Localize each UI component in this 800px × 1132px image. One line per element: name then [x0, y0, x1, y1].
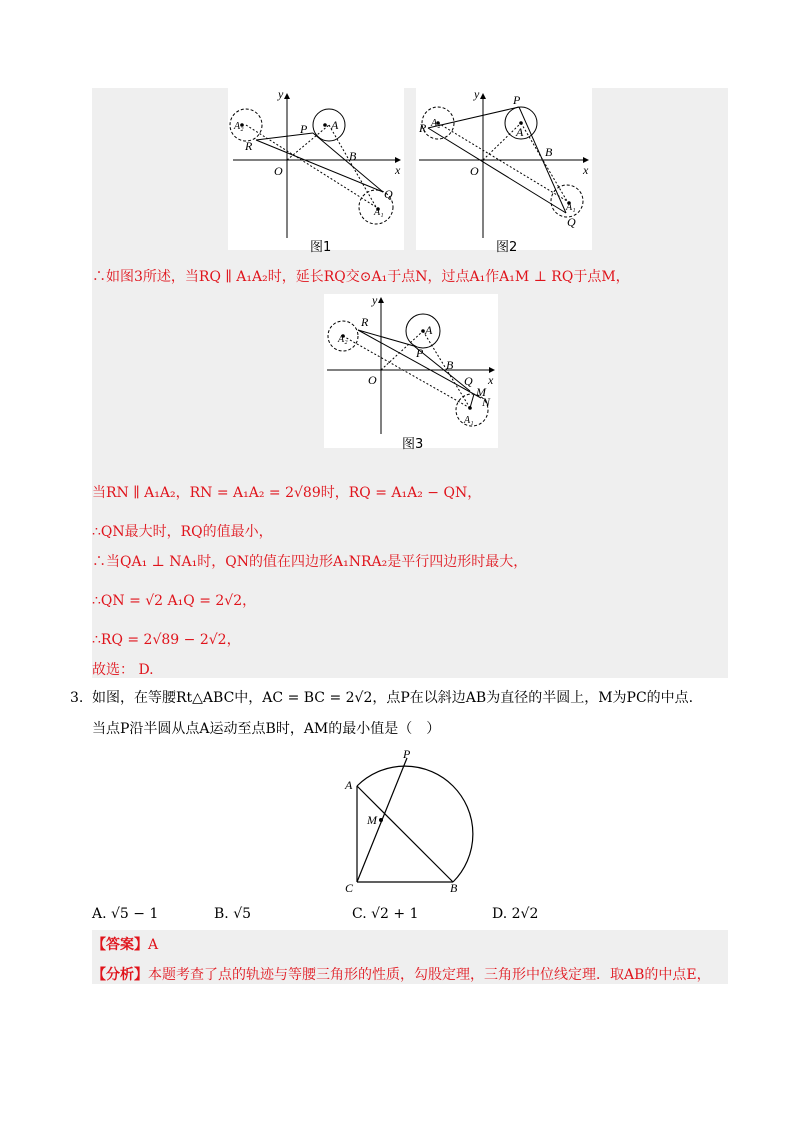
option-c[interactable]	[352, 906, 419, 922]
figure-1-caption: 图1	[310, 240, 332, 255]
solution-line-6: ∴RQ = 2√89 − 2√2，	[92, 632, 241, 648]
svg-text:M: M	[476, 385, 486, 399]
solution-line-4: ∴当QA₁ ⊥ NA₁时，QN的值在四边形A₁NRA₂是平行四边形时最大，	[92, 554, 528, 570]
figure-1	[228, 88, 404, 250]
svg-text:P: P	[403, 747, 411, 761]
svg-text:Q: Q	[464, 374, 473, 388]
figure-2	[416, 88, 592, 250]
answer-line	[92, 936, 158, 954]
svg-text:A₁: A₁	[464, 415, 474, 426]
answer-label: 【答案】	[92, 937, 148, 953]
figure-2-caption: 图2	[496, 240, 518, 255]
svg-text:A₂: A₂	[234, 121, 244, 132]
svg-text:O: O	[274, 164, 283, 178]
svg-text:A: A	[516, 125, 524, 139]
svg-text:x: x	[488, 373, 494, 387]
svg-text:B: B	[450, 881, 458, 895]
question-number: 3.	[70, 690, 84, 706]
svg-text:B: B	[349, 149, 357, 163]
svg-text:A₁: A₁	[374, 207, 384, 218]
option-c-value: √2 + 1	[371, 906, 419, 922]
figure-3	[324, 294, 498, 448]
option-d[interactable]	[492, 906, 538, 922]
svg-text:P: P	[513, 93, 521, 107]
svg-text:x: x	[395, 163, 401, 177]
svg-text:y: y	[372, 294, 378, 307]
svg-text:A: A	[331, 118, 339, 132]
option-d-value: 2√2	[511, 906, 539, 922]
analysis-text: 本题考查了点的轨迹与等腰三角形的性质，勾股定理，三角形中位线定理．取AB的中点E，	[148, 967, 711, 983]
svg-text:M: M	[367, 813, 377, 827]
option-b[interactable]	[214, 906, 251, 922]
svg-text:R: R	[419, 121, 427, 135]
analysis-label: 【分析】	[92, 967, 148, 983]
svg-text:C: C	[345, 881, 354, 895]
question-line-1: 如图，在等腰Rt△ABC中，AC = BC = 2√2，点P在以斜边AB为直径的半圆上，M为PC的中点.	[92, 690, 694, 706]
option-c-key: C.	[352, 906, 367, 922]
question-figure	[340, 746, 500, 896]
svg-text:A: A	[345, 778, 353, 792]
answer-value: A	[148, 937, 159, 953]
svg-text:A₁: A₁	[566, 202, 576, 213]
svg-text:P: P	[416, 346, 424, 360]
svg-text:Q: Q	[567, 215, 576, 229]
question-line-2: 当点P沿半圆从点A运动至点B时，AM的最小值是（ ）	[92, 721, 441, 737]
option-d-key: D.	[492, 906, 508, 922]
option-a-key: A.	[92, 906, 107, 922]
analysis-line	[92, 966, 711, 984]
svg-text:R: R	[245, 139, 253, 153]
solution-line-3: ∴QN最大时，RQ的值最小，	[92, 524, 273, 540]
svg-text:N: N	[482, 395, 491, 409]
svg-text:O: O	[470, 164, 479, 178]
option-a[interactable]	[92, 906, 158, 922]
svg-text:O: O	[368, 373, 377, 387]
svg-text:A: A	[425, 323, 433, 337]
svg-text:P: P	[300, 122, 308, 136]
figure-3-caption: 图3	[402, 437, 424, 452]
svg-text:B: B	[545, 145, 553, 159]
option-b-value: √5	[233, 906, 252, 922]
svg-text:y: y	[278, 88, 284, 101]
option-a-value: √5 − 1	[111, 906, 159, 922]
solution-line-1: ∴如图3所述，当RQ ∥ A₁A₂时，延长RQ交⊙A₁于点N，过点A₁作A₁M ⊥ RQ于点M，	[92, 269, 630, 285]
svg-text:y: y	[474, 88, 480, 101]
svg-text:Q: Q	[384, 187, 393, 201]
option-b-key: B.	[214, 906, 229, 922]
solution-line-7: 故选： D.	[92, 662, 154, 678]
svg-text:x: x	[583, 163, 589, 177]
svg-text:R: R	[361, 315, 369, 329]
svg-text:B: B	[446, 358, 454, 372]
solution-line-5: ∴QN = √2 A₁Q = 2√2，	[92, 593, 257, 609]
solution-line-2: 当RN ∥ A₁A₂，RN = A₁A₂ = 2√89时，RQ = A₁A₂ − QN，	[92, 485, 482, 501]
svg-text:A₂: A₂	[338, 334, 348, 345]
svg-text:A₂: A₂	[431, 118, 441, 129]
